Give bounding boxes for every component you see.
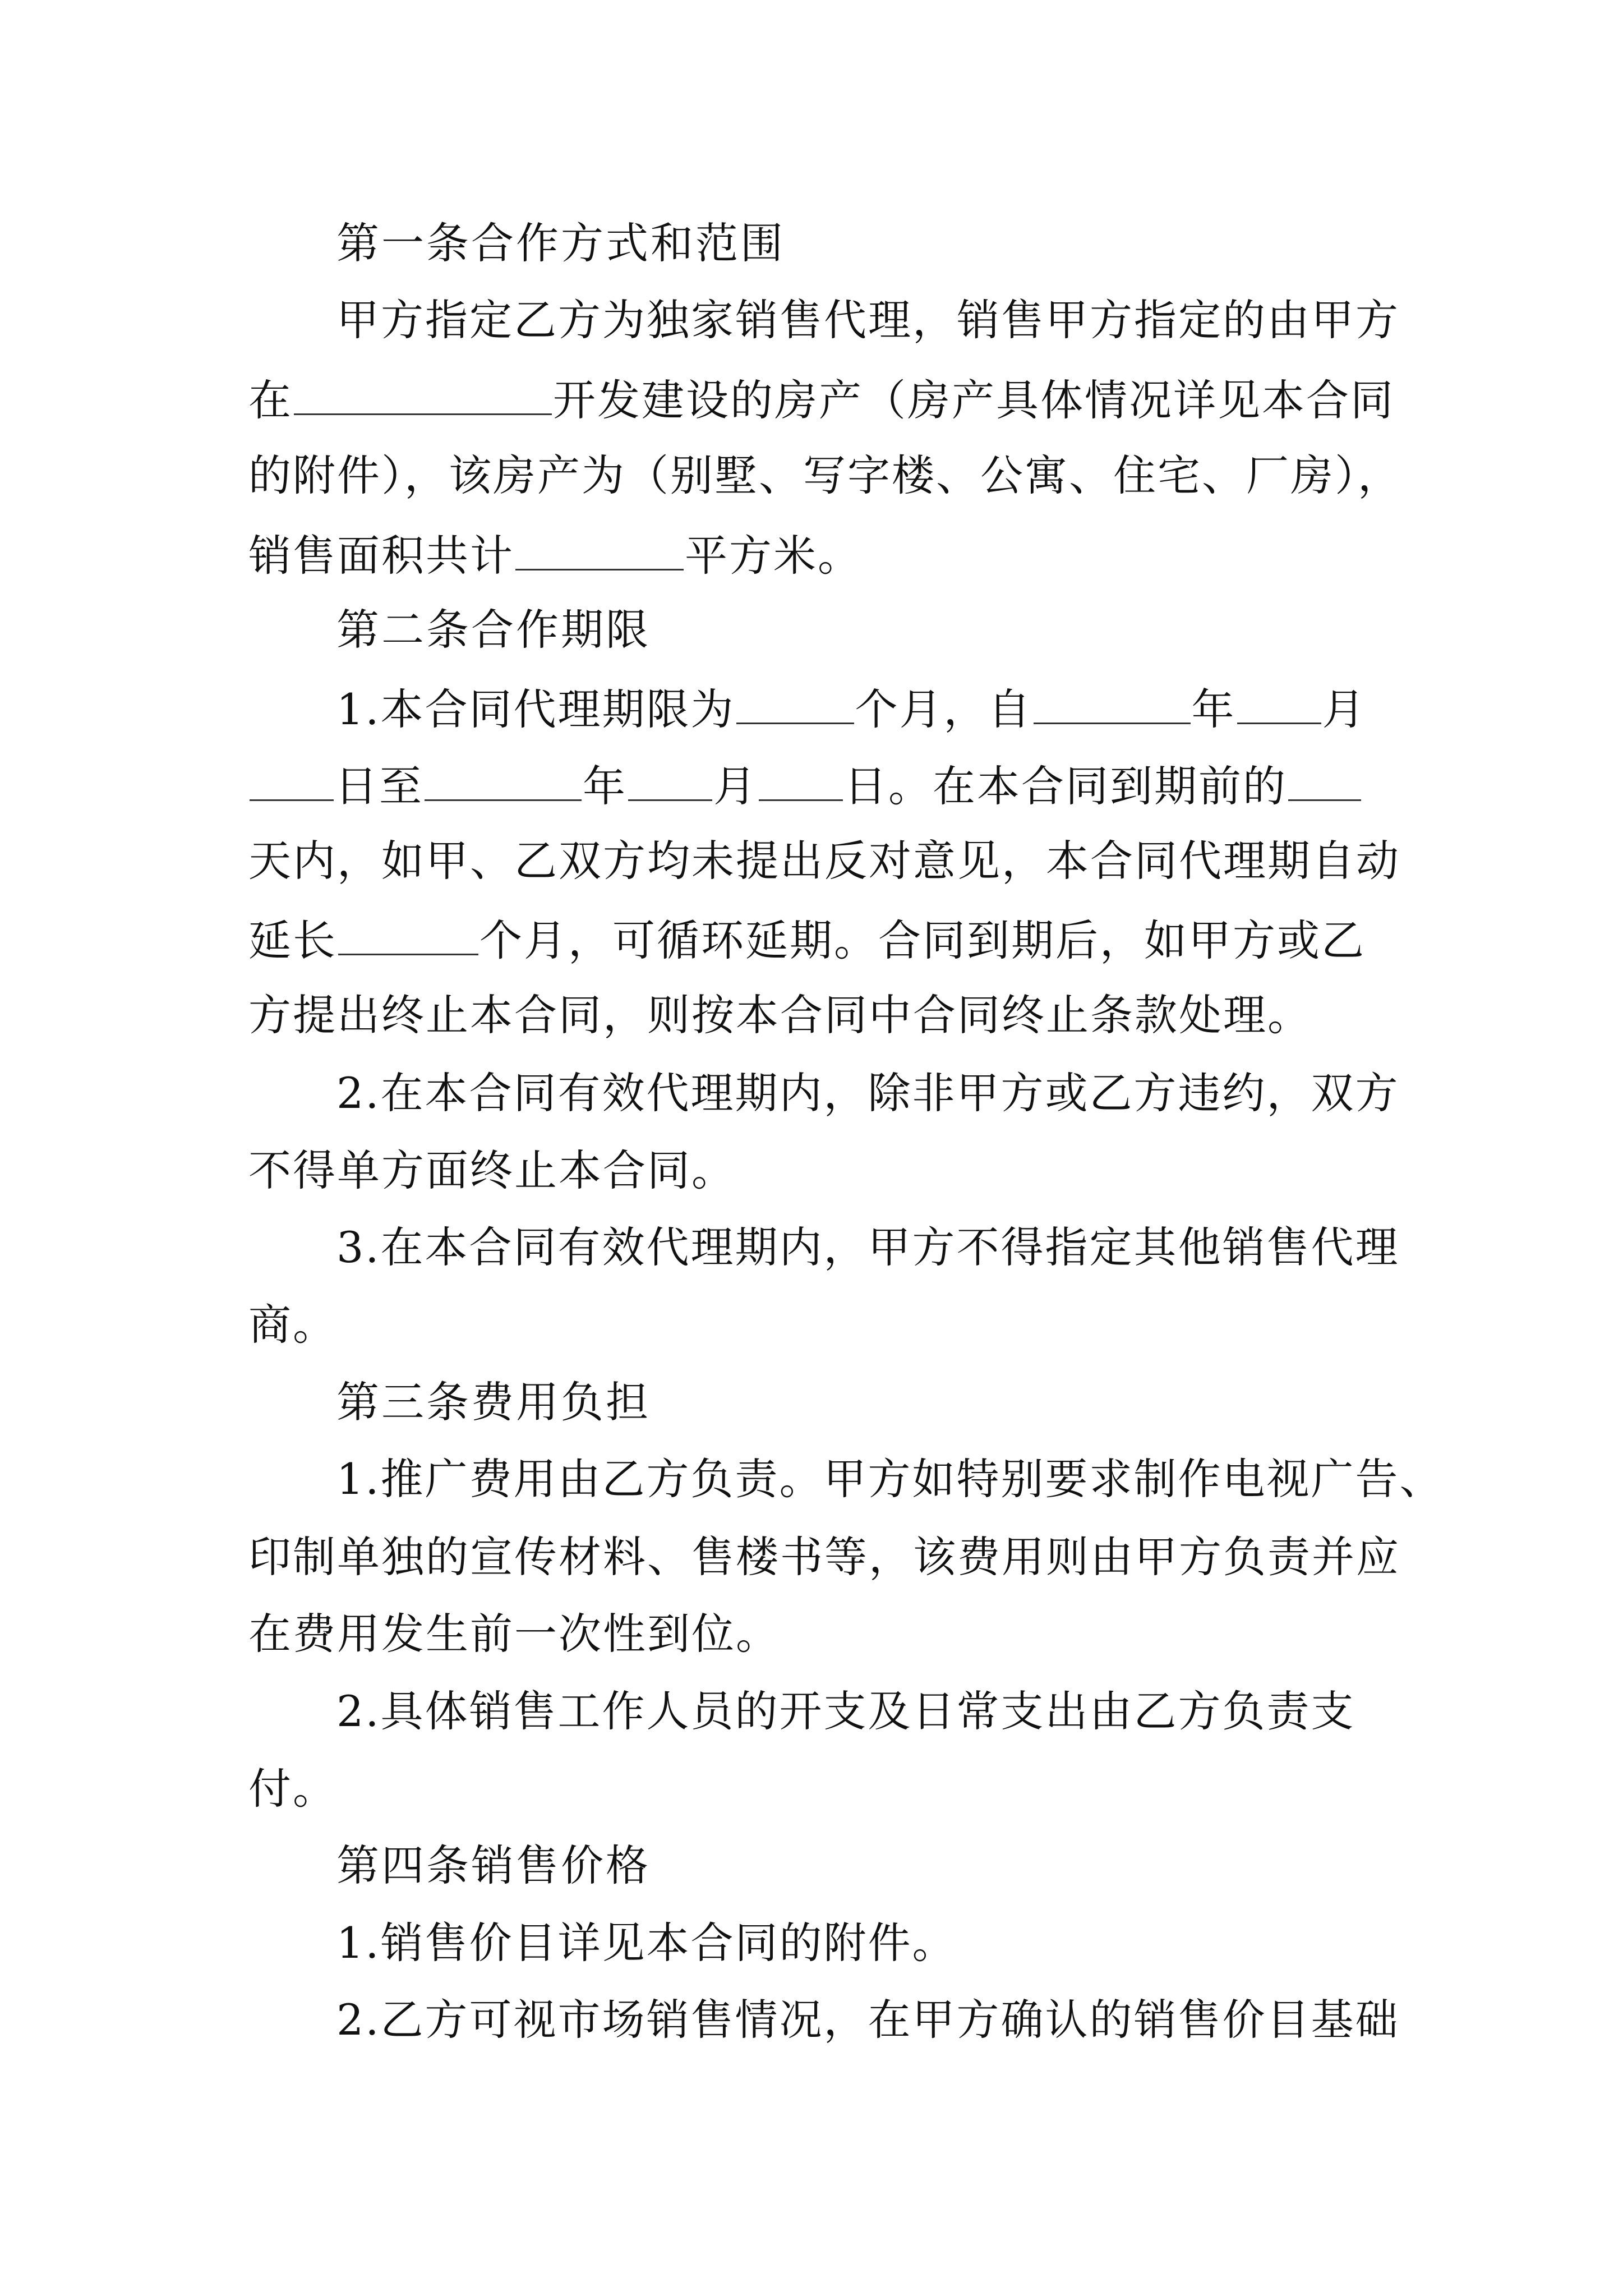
section-3-item-1-line-1: 1.推广费用由乙方负责。甲方如特别要求制作电视广告、	[336, 1454, 1444, 1504]
text-segment: 日至	[335, 761, 423, 811]
section-4-item-2-line-1: 2.乙方可视市场销售情况，在甲方确认的销售价目基础	[336, 1995, 1400, 2045]
section-3-item-2-line-1: 2.具体销售工作人员的开支及日常支出由乙方负责支	[336, 1686, 1355, 1736]
text-segment: 个月，可循环延期。合同到期后，如甲方或乙	[479, 915, 1366, 965]
fill-in-blank-start-year	[1034, 685, 1191, 724]
fill-in-blank-end-day	[759, 762, 843, 801]
section-2-item-1-line-4	[248, 915, 1366, 965]
section-1-paragraph-line-1: 甲方指定乙方为独家销售代理，销售甲方指定的由甲方	[336, 295, 1400, 345]
fill-in-blank-location	[294, 376, 552, 415]
section-2-item-1-line-5: 方提出终止本合同，则按本合同中合同终止条款处理。	[248, 990, 1312, 1040]
section-1-paragraph-line-2	[248, 375, 1395, 425]
fill-in-blank-start-month	[1237, 685, 1321, 724]
fill-in-blank-end-month	[628, 762, 712, 801]
section-2-item-3-line-2: 商。	[248, 1300, 337, 1350]
section-2-item-2-line-2: 不得单方面终止本合同。	[248, 1145, 736, 1195]
section-2-item-1-line-2	[248, 761, 1362, 811]
section-4-heading: 第四条销售价格	[336, 1841, 651, 1890]
section-1-paragraph-line-4	[248, 531, 862, 581]
section-2-item-1-line-1	[336, 684, 1367, 734]
fill-in-blank-days	[1288, 762, 1361, 801]
fill-in-blank-months	[736, 685, 854, 724]
section-3-heading: 第三条费用负担	[336, 1377, 651, 1427]
text-segment: 个月，自	[855, 684, 1032, 734]
text-segment: 年	[1191, 684, 1236, 734]
section-2-item-3-line-1: 3.在本合同有效代理期内，甲方不得指定其他销售代理	[336, 1222, 1400, 1272]
section-2-item-1-line-3: 天内，如甲、乙双方均未提出反对意见，本合同代理期自动	[248, 836, 1400, 886]
text-segment: 月	[1322, 684, 1367, 734]
section-2-heading: 第二条合作期限	[336, 605, 651, 655]
text-segment: 平方米。	[685, 531, 862, 581]
section-4-item-1-line-1: 1.销售价目详见本合同的附件。	[336, 1918, 957, 1968]
text-segment: 月	[713, 761, 758, 811]
section-1-paragraph-line-3: 的附件），该房产为（别墅、写字楼、公寓、住宅、厂房），	[248, 450, 1402, 500]
section-3-item-2-line-2: 付。	[248, 1764, 337, 1814]
section-2-item-2-line-1: 2.在本合同有效代理期内，除非甲方或乙方违约，双方	[336, 1068, 1400, 1118]
fill-in-blank-start-day	[250, 762, 334, 801]
fill-in-blank-area	[515, 532, 684, 570]
text-segment: 开发建设的房产（房产具体情况详见本合同	[553, 375, 1395, 425]
fill-in-blank-end-year	[425, 762, 582, 801]
text-segment: 销售面积共计	[248, 531, 514, 581]
section-3-item-1-line-2: 印制单独的宣传材料、售楼书等，该费用则由甲方负责并应	[248, 1532, 1400, 1582]
text-segment: 年	[583, 761, 627, 811]
section-1-heading: 第一条合作方式和范围	[336, 218, 785, 268]
text-segment: 在	[248, 375, 293, 425]
fill-in-blank-extension-months	[338, 917, 478, 955]
text-segment: 日。在本合同到期前的	[844, 761, 1287, 811]
text-segment: 延长	[248, 915, 337, 965]
text-segment: 1.本合同代理期限为	[336, 684, 735, 734]
section-3-item-1-line-3: 在费用发生前一次性到位。	[248, 1609, 780, 1659]
